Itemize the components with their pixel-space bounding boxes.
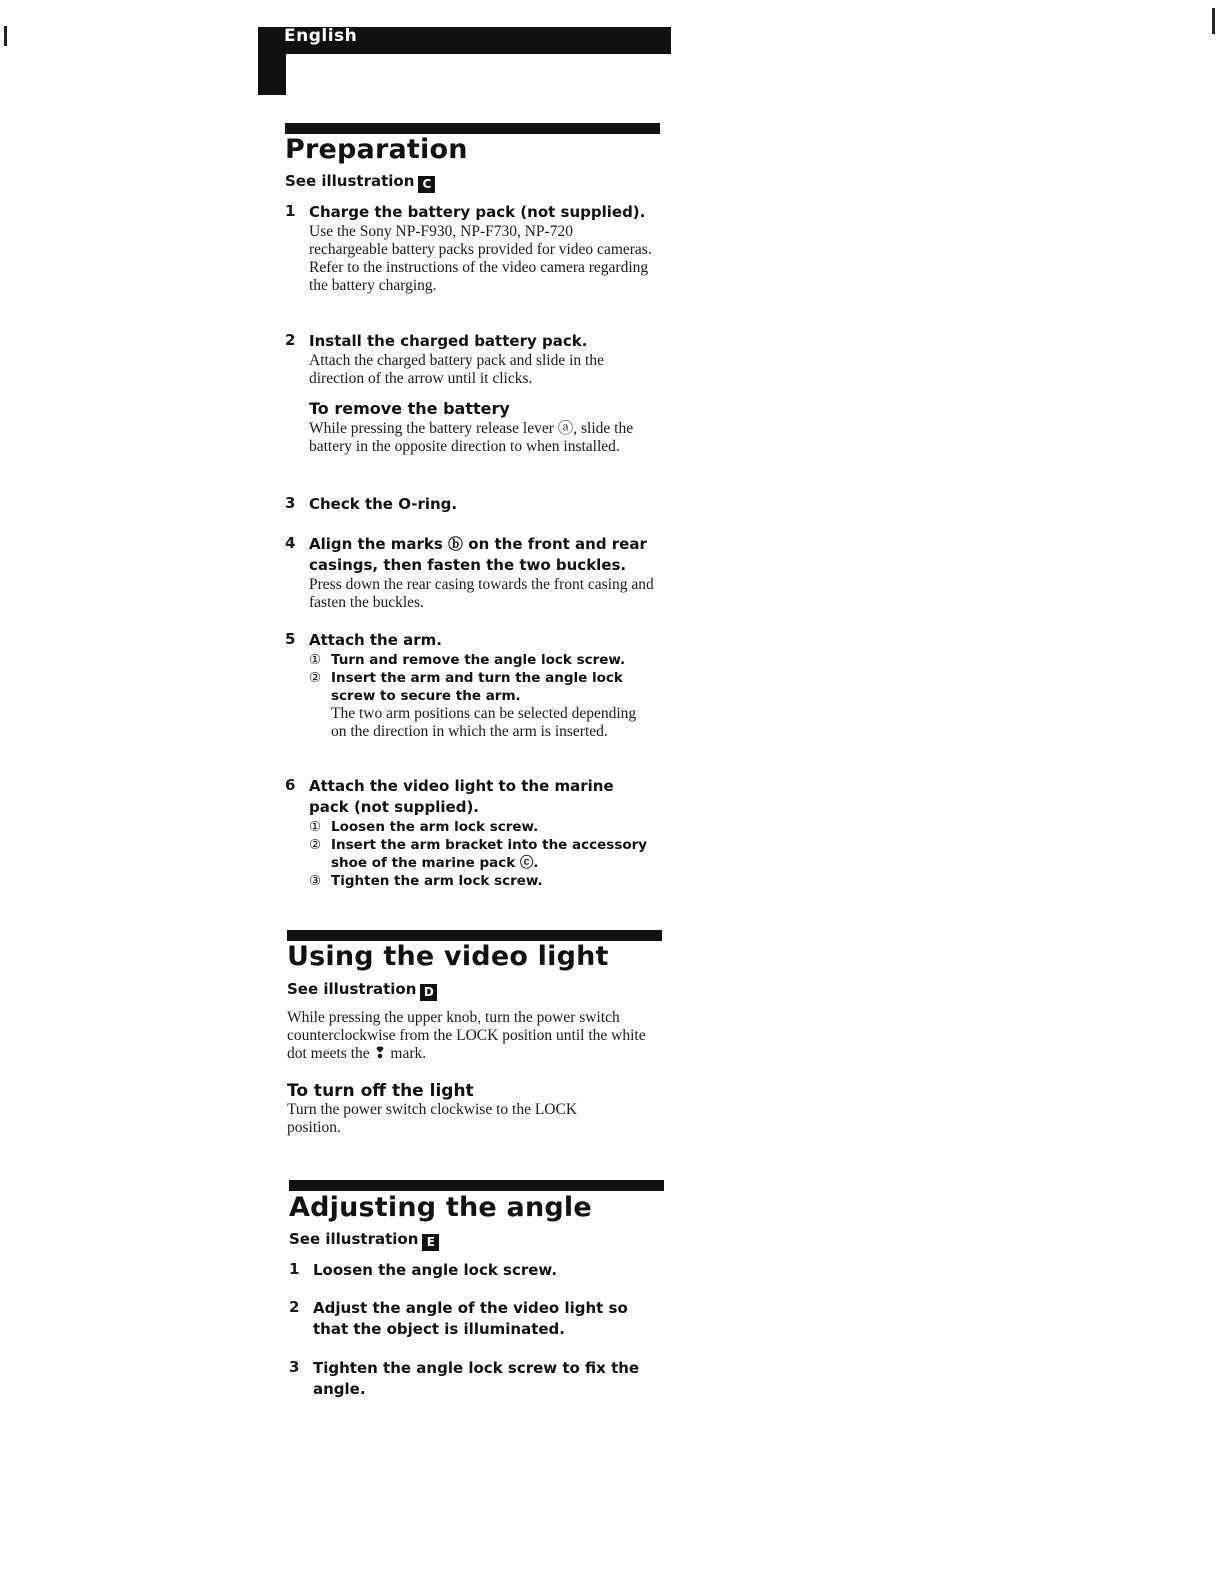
step-text: Attach the charged battery pack and slide in the direction of the arrow until it clicks. [309, 352, 604, 387]
illustration-letter-box: D [420, 984, 437, 1001]
sub-step-text: Insert the arm bracket into the accessory shoe of the marine pack ⓒ. [331, 837, 648, 871]
sub-step-mark: ① [309, 819, 322, 835]
step-number: 1 [285, 202, 296, 220]
step-heading: Charge the battery pack (not supplied). [309, 203, 646, 221]
illustration-letter-box: E [422, 1234, 439, 1251]
see-illustration-e [289, 1230, 439, 1251]
prep-step-5 [285, 630, 655, 741]
sub-step-mark: ① [309, 652, 322, 668]
step-heading: Tighten the angle lock screw to fix the angle. [313, 1359, 640, 1398]
sub-step [309, 818, 655, 836]
sub-text-remove-battery: While pressing the battery release lever ⓐ, slide the battery in the opposite direction to when installed. [309, 420, 634, 455]
step-number: 3 [289, 1358, 300, 1376]
sub-step-mark: ② [309, 670, 322, 686]
section-title-using: Using the video light [287, 941, 609, 972]
section-title-adjusting: Adjusting the angle [289, 1192, 592, 1223]
step-note: The two arm positions can be selected depending on the direction in which the arm is inserted. [331, 705, 637, 740]
step-number: 4 [285, 534, 296, 552]
adjust-step-1 [289, 1260, 659, 1281]
prep-step-3 [285, 494, 655, 515]
section-rule-using [287, 930, 662, 941]
sub-step [309, 836, 655, 872]
step-heading: Attach the arm. [309, 631, 442, 649]
prep-step-2 [285, 331, 655, 456]
step-text-2: Refer to the instructions of the video camera regarding the battery charging. [309, 259, 649, 294]
right-edge-mark [1212, 8, 1215, 34]
prep-step-6 [285, 776, 655, 890]
section-rule-adjusting [289, 1180, 664, 1191]
using-text: While pressing the upper knob, turn the power switch counterclockwise from the LOCK position until the white dot meets the ❢ mark. [287, 1009, 646, 1062]
adjust-step-2 [289, 1298, 659, 1340]
turn-off-text: Turn the power switch clockwise to the LOCK position. [287, 1101, 578, 1136]
sub-step [309, 669, 655, 705]
step-text: Use the Sony NP-F930, NP-F730, NP-720 rechargeable battery packs provided for video cameras. [309, 223, 652, 258]
step-number: 2 [285, 331, 296, 349]
see-illustration-c [285, 172, 435, 193]
adjust-step-3 [289, 1358, 659, 1400]
step-heading: Check the O-ring. [309, 495, 458, 513]
step-number: 6 [285, 776, 296, 794]
sub-heading-turn-off: To turn off the light [287, 1081, 474, 1101]
sub-heading-remove-battery: To remove the battery [309, 399, 510, 418]
sub-step-mark: ② [309, 837, 322, 853]
step-number: 2 [289, 1298, 300, 1316]
step-heading: Adjust the angle of the video light so that the object is illuminated. [313, 1299, 628, 1338]
step-heading: Loosen the angle lock screw. [313, 1261, 558, 1279]
sub-step-text: Tighten the arm lock screw. [331, 873, 543, 889]
see-illustration-label: See illustration [285, 172, 415, 190]
sub-step-mark: ③ [309, 873, 322, 889]
left-edge-mark [4, 26, 7, 46]
language-tab-label: English [284, 26, 358, 46]
see-illustration-label: See illustration [289, 1230, 419, 1248]
prep-step-1 [285, 202, 655, 295]
step-heading: Install the charged battery pack. [309, 332, 588, 350]
section-title-preparation: Preparation [285, 134, 468, 165]
step-text: Press down the rear casing towards the front casing and fasten the buckles. [309, 576, 654, 611]
sub-step [309, 872, 655, 890]
see-illustration-d [287, 980, 437, 1001]
step-number: 3 [285, 494, 296, 512]
sub-step [309, 651, 655, 669]
step-number: 5 [285, 630, 296, 648]
see-illustration-label: See illustration [287, 980, 417, 998]
prep-step-4 [285, 534, 655, 612]
step-heading: Align the marks ⓑ on the front and rear casings, then fasten the two buckles. [309, 535, 647, 574]
sub-step-text: Loosen the arm lock screw. [331, 819, 539, 835]
using-body [287, 1009, 662, 1137]
language-tab-marker [258, 27, 286, 95]
section-rule-preparation [285, 123, 660, 134]
step-number: 1 [289, 1260, 300, 1278]
sub-step-text: Insert the arm and turn the angle lock screw to secure the arm. [331, 670, 623, 704]
sub-step-text: Turn and remove the angle lock screw. [331, 652, 626, 668]
step-heading: Attach the video light to the marine pack (not supplied). [309, 777, 614, 816]
illustration-letter-box: C [418, 176, 435, 193]
